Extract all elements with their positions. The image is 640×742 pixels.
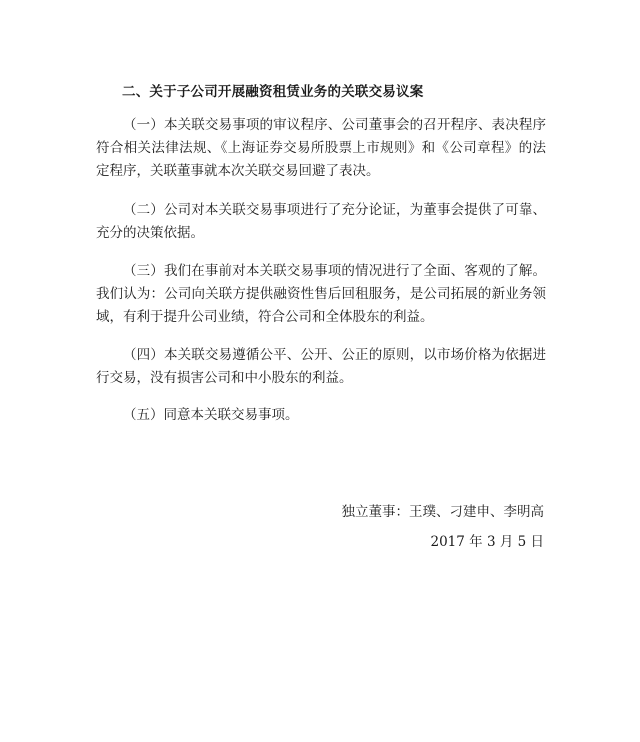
paragraph-4: （四）本关联交易遵循公平、公开、公正的原则，以市场价格为依据进行交易，没有损害公司和中小股东的利益。 [96,347,546,386]
paragraph-5: （五）同意本关联交易事项。 [123,407,299,423]
signature-line: 独立董事：王璞、刁建申、李明高 [341,504,544,520]
paragraph-1: （一）本关联交易事项的审议程序、公司董事会的召开程序、表决程序符合相关法律法规、《上海证券交易所股票上市规则》和《公司章程》的法定程序，关联董事就本次关联交易回避了表决。 [96,117,546,179]
section-heading: 二、关于子公司开展融资租赁业务的关联交易议案 [122,84,424,100]
paragraph-2: （二）公司对本关联交易事项进行了充分论证，为董事会提供了可靠、充分的决策依据。 [96,202,546,241]
date-line: 2017 年 3 月 5 日 [430,534,544,550]
paragraph-3: （三）我们在事前对本关联交易事项的情况进行了全面、客观的了解。我们认为：公司向关联方提供融资性售后回租服务，是公司拓展的新业务领域，有利于提升公司业绩，符合公司和全体股东的利益。 [96,263,546,325]
